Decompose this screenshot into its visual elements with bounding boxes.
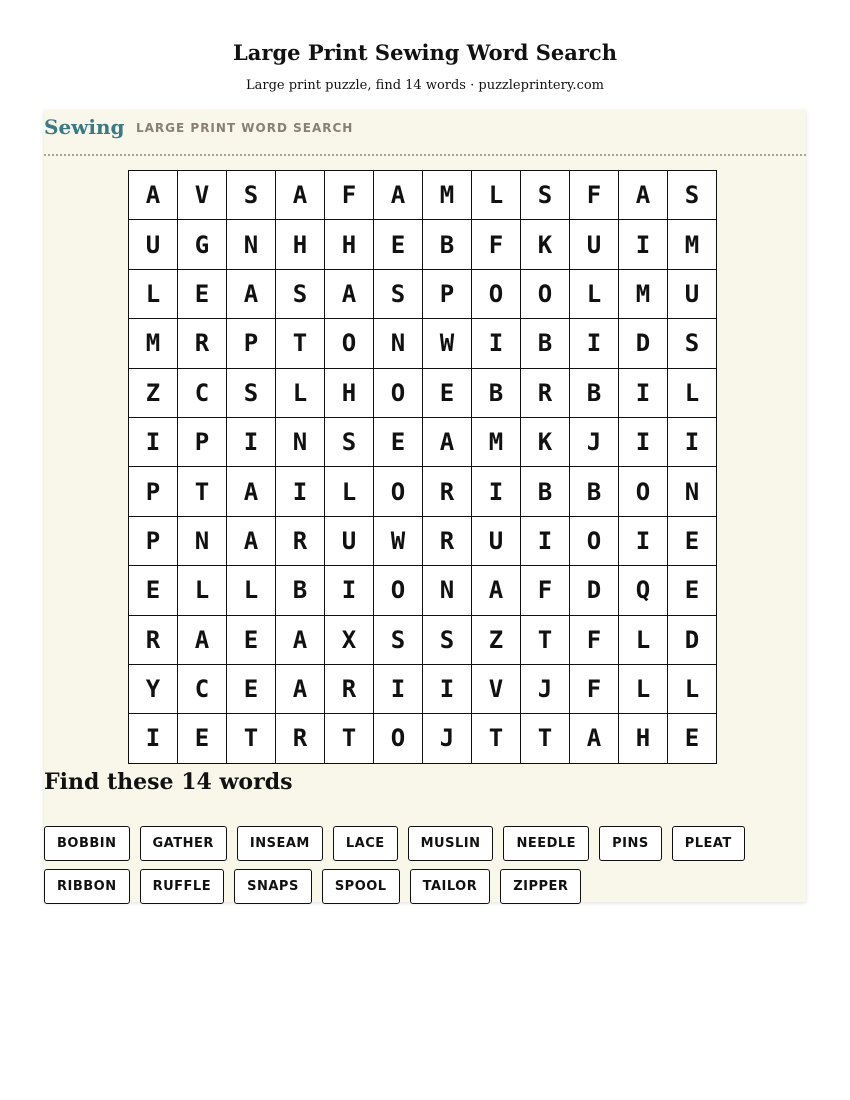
grid-cell: U (668, 269, 717, 318)
grid-cell: I (521, 516, 570, 565)
grid-row (129, 220, 717, 269)
grid-cell: L (325, 467, 374, 516)
grid-cell: I (619, 417, 668, 466)
grid-cell: W (423, 319, 472, 368)
grid-cell: D (619, 319, 668, 368)
grid-cell: S (423, 615, 472, 664)
grid-cell: S (374, 269, 423, 318)
grid-cell: P (178, 417, 227, 466)
grid-cell: O (374, 566, 423, 615)
grid-cell: T (521, 714, 570, 763)
word-chip: GATHER (140, 826, 227, 861)
grid-cell: E (374, 417, 423, 466)
grid-cell: R (178, 319, 227, 368)
grid-cell: H (276, 220, 325, 269)
grid-cell: B (276, 566, 325, 615)
grid-cell: L (129, 269, 178, 318)
grid-cell: P (129, 467, 178, 516)
grid-cell: E (668, 516, 717, 565)
grid-cell: G (178, 220, 227, 269)
grid-cell: M (472, 417, 521, 466)
word-chip: SPOOL (322, 869, 400, 904)
grid-row (129, 664, 717, 713)
grid-row (129, 566, 717, 615)
word-chip: RIBBON (44, 869, 130, 904)
grid-cell: W (374, 516, 423, 565)
grid-cell: L (276, 368, 325, 417)
grid-cell: F (472, 220, 521, 269)
grid-cell: U (325, 516, 374, 565)
grid-cell: P (423, 269, 472, 318)
grid-cell: I (227, 417, 276, 466)
grid-cell: P (227, 319, 276, 368)
grid-cell: C (178, 368, 227, 417)
word-list-heading: Find these 14 words (44, 769, 293, 795)
grid-cell: T (227, 714, 276, 763)
grid-cell: H (325, 220, 374, 269)
grid-cell: E (668, 714, 717, 763)
grid-cell: T (325, 714, 374, 763)
letter-grid (128, 170, 717, 764)
grid-cell: D (668, 615, 717, 664)
grid-cell: R (423, 467, 472, 516)
grid-cell: V (472, 664, 521, 713)
grid-cell: F (570, 615, 619, 664)
grid-cell: F (570, 171, 619, 220)
grid-cell: O (374, 467, 423, 516)
grid-cell: B (423, 220, 472, 269)
word-chip: ZIPPER (500, 869, 581, 904)
grid-cell: A (423, 417, 472, 466)
grid-cell: E (227, 615, 276, 664)
grid-cell: R (276, 516, 325, 565)
grid-cell: V (178, 171, 227, 220)
word-chip: LACE (333, 826, 398, 861)
grid-cell: A (276, 664, 325, 713)
grid-cell: I (325, 566, 374, 615)
word-chip: NEEDLE (503, 826, 589, 861)
grid-row (129, 269, 717, 318)
grid-cell: O (521, 269, 570, 318)
grid-cell: J (521, 664, 570, 713)
grid-cell: X (325, 615, 374, 664)
grid-cell: L (227, 566, 276, 615)
page-title: Large Print Sewing Word Search (233, 40, 617, 65)
grid-cell: M (423, 171, 472, 220)
grid-cell: U (129, 220, 178, 269)
grid-cell: I (374, 664, 423, 713)
grid-cell: I (619, 516, 668, 565)
grid-cell: J (423, 714, 472, 763)
grid-cell: A (619, 171, 668, 220)
grid-cell: I (570, 319, 619, 368)
grid-cell: A (129, 171, 178, 220)
grid-cell: O (325, 319, 374, 368)
grid-cell: I (472, 319, 521, 368)
grid-cell: D (570, 566, 619, 615)
grid-cell: A (178, 615, 227, 664)
grid-row (129, 714, 717, 763)
puzzle-card (44, 110, 806, 902)
grid-cell: T (178, 467, 227, 516)
grid-cell: N (423, 566, 472, 615)
grid-cell: I (423, 664, 472, 713)
grid-cell: S (227, 171, 276, 220)
word-row (44, 869, 784, 904)
grid-cell: T (472, 714, 521, 763)
word-chip: BOBBIN (44, 826, 130, 861)
grid-cell: I (129, 417, 178, 466)
grid-cell: S (227, 368, 276, 417)
grid-cell: R (129, 615, 178, 664)
grid-cell: R (276, 714, 325, 763)
grid-cell: T (276, 319, 325, 368)
card-header (44, 110, 806, 156)
grid-cell: I (619, 368, 668, 417)
grid-cell: N (227, 220, 276, 269)
grid-cell: S (325, 417, 374, 466)
word-chip: PLEAT (672, 826, 745, 861)
grid-cell: A (276, 171, 325, 220)
grid-cell: N (374, 319, 423, 368)
grid-cell: M (668, 220, 717, 269)
grid-cell: N (276, 417, 325, 466)
grid-cell: R (325, 664, 374, 713)
grid-cell: O (374, 368, 423, 417)
grid-cell: L (619, 615, 668, 664)
word-chip: INSEAM (237, 826, 323, 861)
grid-cell: A (276, 615, 325, 664)
grid-cell: E (129, 566, 178, 615)
card-title: Sewing (44, 115, 125, 139)
grid-cell: S (374, 615, 423, 664)
grid-cell: B (521, 467, 570, 516)
grid-row (129, 467, 717, 516)
grid-row (129, 171, 717, 220)
grid-cell: Z (129, 368, 178, 417)
grid-cell: M (619, 269, 668, 318)
grid-cell: N (178, 516, 227, 565)
grid-cell: O (374, 714, 423, 763)
grid-cell: I (619, 220, 668, 269)
grid-cell: B (521, 319, 570, 368)
grid-cell: A (227, 516, 276, 565)
grid-cell: O (472, 269, 521, 318)
grid-cell: I (668, 417, 717, 466)
grid-cell: J (570, 417, 619, 466)
grid-row (129, 615, 717, 664)
grid-cell: P (129, 516, 178, 565)
grid-cell: L (619, 664, 668, 713)
word-chip: RUFFLE (140, 869, 225, 904)
grid-cell: O (570, 516, 619, 565)
grid-cell: A (570, 714, 619, 763)
word-chip: PINS (599, 826, 662, 861)
grid-cell: Z (472, 615, 521, 664)
grid-cell: K (521, 220, 570, 269)
grid-cell: E (668, 566, 717, 615)
grid-cell: L (668, 664, 717, 713)
grid-cell: S (276, 269, 325, 318)
grid-cell: E (178, 269, 227, 318)
grid-cell: L (570, 269, 619, 318)
grid-cell: R (423, 516, 472, 565)
grid-cell: E (423, 368, 472, 417)
grid-cell: I (472, 467, 521, 516)
grid-cell: Y (129, 664, 178, 713)
word-bank (44, 826, 784, 912)
word-chip: MUSLIN (408, 826, 494, 861)
grid-cell: A (472, 566, 521, 615)
grid-cell: S (668, 319, 717, 368)
grid-cell: A (227, 269, 276, 318)
grid-cell: F (325, 171, 374, 220)
word-row (44, 826, 784, 861)
grid-cell: F (570, 664, 619, 713)
grid-cell: T (521, 615, 570, 664)
grid-cell: C (178, 664, 227, 713)
grid-cell: H (325, 368, 374, 417)
grid-cell: R (521, 368, 570, 417)
grid-cell: I (129, 714, 178, 763)
grid-cell: E (374, 220, 423, 269)
word-chip: TAILOR (410, 869, 491, 904)
grid-cell: A (325, 269, 374, 318)
grid-cell: S (521, 171, 570, 220)
grid-cell: S (668, 171, 717, 220)
grid-cell: A (227, 467, 276, 516)
grid-cell: E (227, 664, 276, 713)
grid-row (129, 319, 717, 368)
grid-cell: E (178, 714, 227, 763)
grid-cell: A (374, 171, 423, 220)
page-subtitle: Large print puzzle, find 14 words · puzzleprintery.com (245, 78, 605, 93)
grid-row (129, 368, 717, 417)
grid-cell: O (619, 467, 668, 516)
grid-cell: U (570, 220, 619, 269)
grid-cell: Q (619, 566, 668, 615)
grid-cell: M (129, 319, 178, 368)
grid-row (129, 516, 717, 565)
grid-cell: F (521, 566, 570, 615)
grid-cell: I (276, 467, 325, 516)
grid-cell: K (521, 417, 570, 466)
grid-cell: B (570, 368, 619, 417)
grid-cell: H (619, 714, 668, 763)
grid-cell: B (570, 467, 619, 516)
grid-cell: L (472, 171, 521, 220)
grid-cell: N (668, 467, 717, 516)
card-subtitle: LARGE PRINT WORD SEARCH (136, 121, 354, 135)
grid-cell: L (178, 566, 227, 615)
grid-cell: U (472, 516, 521, 565)
word-chip: SNAPS (234, 869, 312, 904)
grid-row (129, 417, 717, 466)
grid-cell: L (668, 368, 717, 417)
grid-cell: B (472, 368, 521, 417)
